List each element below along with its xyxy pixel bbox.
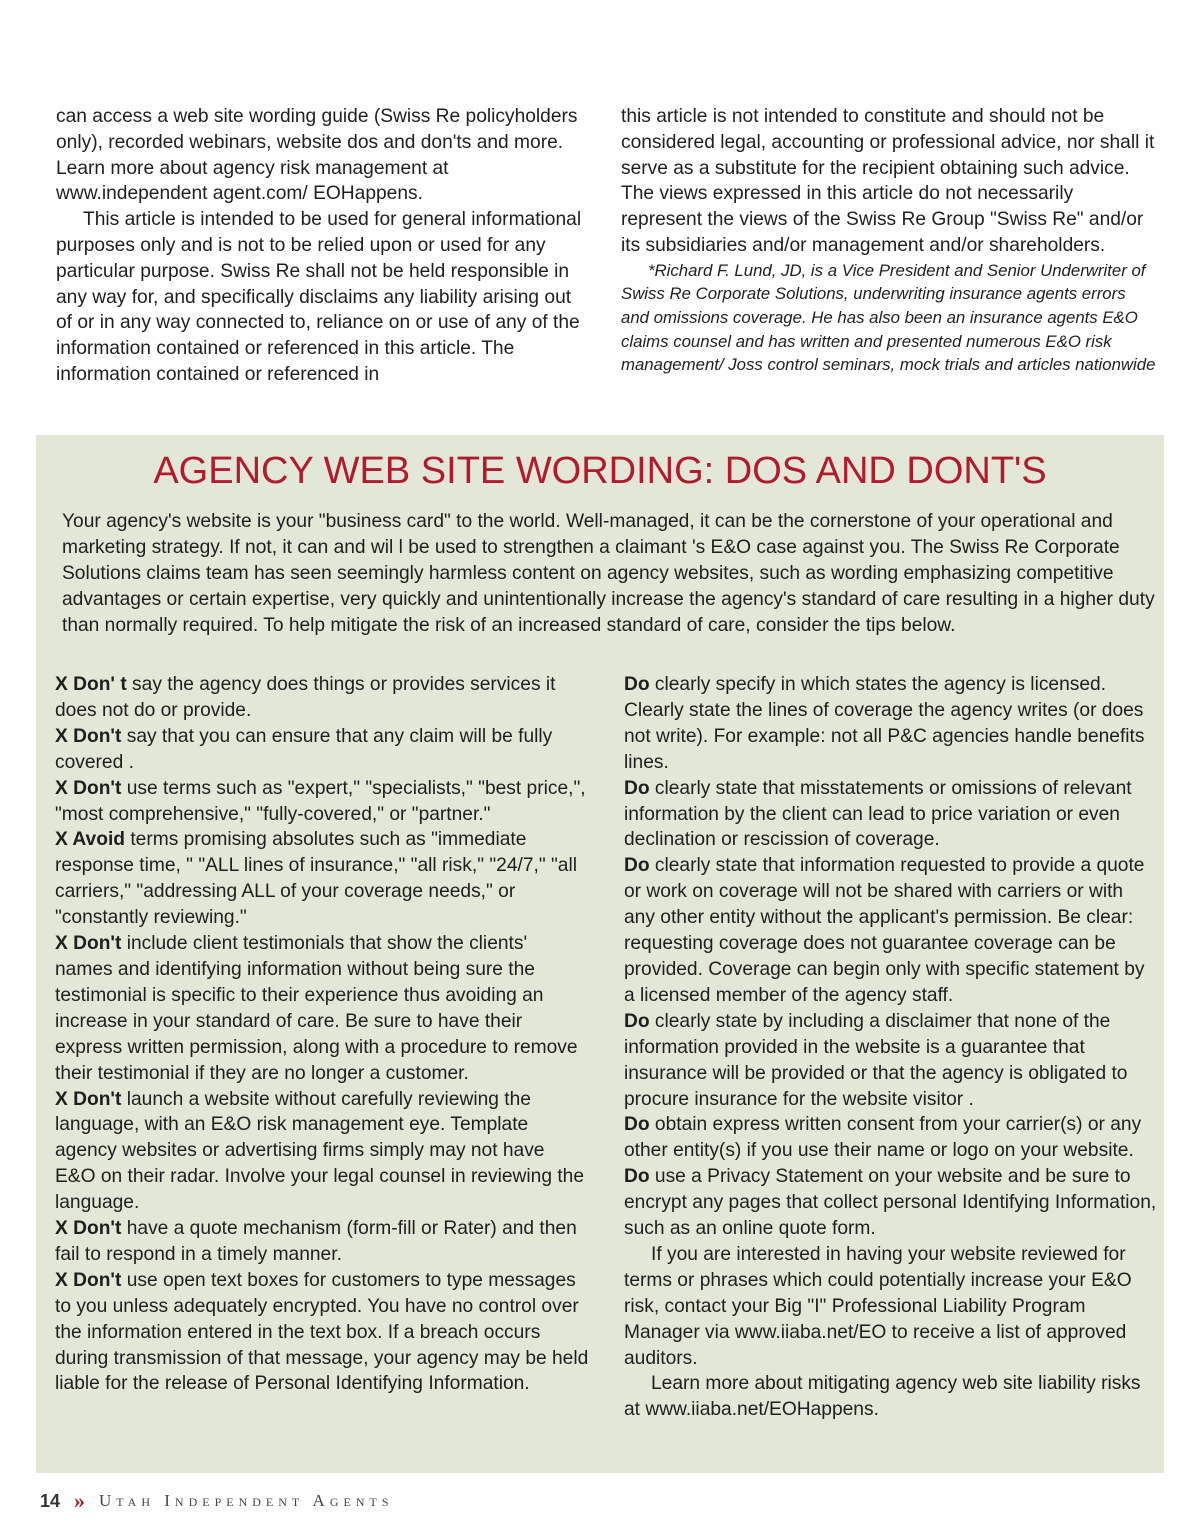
do-item [624, 1009, 1159, 1113]
do-text: clearly state that misstatements or omissions of relevant information by the client can lead to price variation or even declination or rescission of coverage. [624, 777, 1132, 851]
do-item [624, 1164, 1159, 1242]
do-label: Do [624, 1010, 650, 1032]
page-number: 14 [40, 1490, 61, 1511]
do-item [624, 853, 1159, 1008]
publication-name: Utah Independent Agents [99, 1491, 394, 1510]
article-paragraph: this article is not intended to constitute and should not be considered legal, accounting or professional advice, nor shall it serve as a substitute for the recipient obtaining such advice. The views expressed in this article do not necessarily represent the views of the Swiss Re Group "Swiss Re" and/or its subsidiaries and/or management and/or shareholders. [621, 106, 1155, 256]
dont-item [55, 827, 590, 931]
sidebar-intro: Your agency's website is your "business card" to the world. Well-managed, it can be the cornerstone of your operational and marketing strategy. If not, it can and wil l be used to strengthen a claimant 's E&O case against you. The Swiss Re Corporate Solutions claims team has seen seemingly harmless content on agency websites, such as wording emphasizing competitive advantages or certain expertise, very quickly and unintentionally increase the agency's standard of care resulting in a higher duty than normally required. To help mitigate the risk of an increased standard of care, consider the tips below. [62, 511, 1155, 636]
chevron-icon: » [74, 1488, 86, 1513]
dont-label: X Don't [55, 725, 122, 747]
do-item [624, 672, 1159, 776]
dont-text: have a quote mechanism (form-fill or Rater) and then fail to respond in a timely manner. [55, 1218, 577, 1265]
do-label: Do [624, 1114, 650, 1136]
dont-text: use open text boxes for customers to type messages to you unless adequately encrypted. You have no control over the information entered in the text box. If a breach occurs during transmission of that message, your agency may be held liable for the release of Personal Identifying Information. [55, 1269, 589, 1395]
do-label: Do [624, 1166, 650, 1188]
do-text: use a Privacy Statement on your website and be sure to encrypt any pages that collect personal Identifying Information, such as an online quote form. [624, 1166, 1157, 1240]
donts-column [55, 672, 590, 1423]
do-item [624, 776, 1159, 854]
do-label: Do [624, 674, 650, 695]
dont-item [55, 724, 590, 776]
dont-label: X Avoid [55, 829, 126, 851]
article-paragraph: can access a web site wording guide (Swiss Re policyholders only), recorded webinars, website dos and don'ts and more. Learn more about agency risk management at www.independent agent.com/ EOHappens. [56, 106, 578, 205]
do-text: clearly state that information requested to provide a quote or work on coverage will not be shared with carriers or with any other entity without the applicant's permission. Be clear: requesting coverage does not guarantee coverage can be provided. Coverage can begin only with specific statement by a licensed member of the agency staff. [624, 855, 1145, 1006]
dont-item [55, 672, 590, 724]
dont-item [55, 1268, 590, 1398]
dont-text: use terms such as "expert," "specialists," "best price,", "most comprehensive," "fully-covered," or "partner." [55, 777, 586, 825]
do-item [624, 1112, 1159, 1164]
dont-text: say that you can ensure that any claim will be fully covered . [55, 725, 553, 773]
dos-column [624, 672, 1159, 1423]
do-label: Do [624, 777, 650, 799]
dont-label: X Don't [55, 777, 122, 799]
closing-paragraph: If you are interested in having your website reviewed for terms or phrases which could potentially increase your E&O risk, contact your Big "I" Professional Liability Program Manager via www.iiaba.net/EO to receive a list of approved auditors. [624, 1243, 1132, 1369]
article-column-left [56, 104, 591, 388]
dont-text: launch a website without carefully reviewing the language, with an E&O risk management eye. Template agency websites or advertising firms simply may not have E&O on their radar. Involve your legal counsel in reviewing the language. [55, 1088, 585, 1214]
do-label: Do [624, 855, 650, 877]
dont-label: X Don't [55, 1088, 122, 1110]
dont-label: X Don't [55, 1218, 122, 1240]
article-body [56, 104, 1156, 388]
dont-text: terms promising absolutes such as "immediate response time, " "ALL lines of insurance," "all risk," "24/7," "all carriers," "addressing ALL of your coverage needs," or "constantly reviewing." [55, 829, 577, 929]
dont-item [55, 776, 590, 828]
do-text: clearly state by including a disclaimer that none of the information provided in the website is a guarantee that insurance will be provided or that the agency is obligated to procure insurance for the website visitor . [624, 1010, 1128, 1110]
dont-text: include client testimonials that show the clients' names and identifying information without being sure the testimonial is specific to their experience thus avoiding an increase in your standard of care. Be sure to have their express written permission, along with a procedure to remove their testimonial if they are no longer a customer. [55, 933, 578, 1084]
dont-item [55, 1087, 590, 1217]
do-text: clearly specify in which states the agency is licensed. Clearly state the lines of coverage the agency writes (or does not write). For example: not all P&C agencies handle benefits lines. [624, 674, 1145, 773]
author-bio: *Richard F. Lund, JD, is a Vice President and Senior Underwriter of Swiss Re Corporate Solutions, underwriting insurance agents errors and omissions coverage. He has also been an insurance agents E&O claims counsel and has written and presented numerous E&O risk management/ Joss control seminars, mock trials and articles nationwide [621, 260, 1156, 375]
do-text: obtain express written consent from your carrier(s) or any other entity(s) if you use their name or logo on your website. [624, 1114, 1142, 1162]
dont-label: X Don' t [55, 674, 127, 695]
sidebar-box [36, 435, 1164, 1473]
article-column-right [621, 104, 1156, 388]
sidebar-columns [55, 672, 1159, 1423]
dont-label: X Don't [55, 1269, 122, 1291]
dont-text: say the agency does things or provides services it does not do or provide. [55, 674, 556, 721]
dont-item [55, 1216, 590, 1268]
article-paragraph: This article is intended to be used for general informational purposes only and is not to be relied upon or used for any particular purpose. Swiss Re shall not be held responsible in any way for, and specifically disclaims any liability arising out of or in any way connected to, reliance on or use of any of the information contained or referenced in this article. The information contained or referenced in [56, 209, 582, 385]
closing-paragraph: Learn more about mitigating agency web site liability risks at www.iiaba.net/EOHappens. [624, 1373, 1141, 1421]
dont-label: X Don't [55, 933, 122, 955]
page-footer [40, 1488, 394, 1514]
sidebar-title: AGENCY WEB SITE WORDING: DOS AND DONT'S [153, 450, 1047, 492]
dont-item [55, 931, 590, 1086]
